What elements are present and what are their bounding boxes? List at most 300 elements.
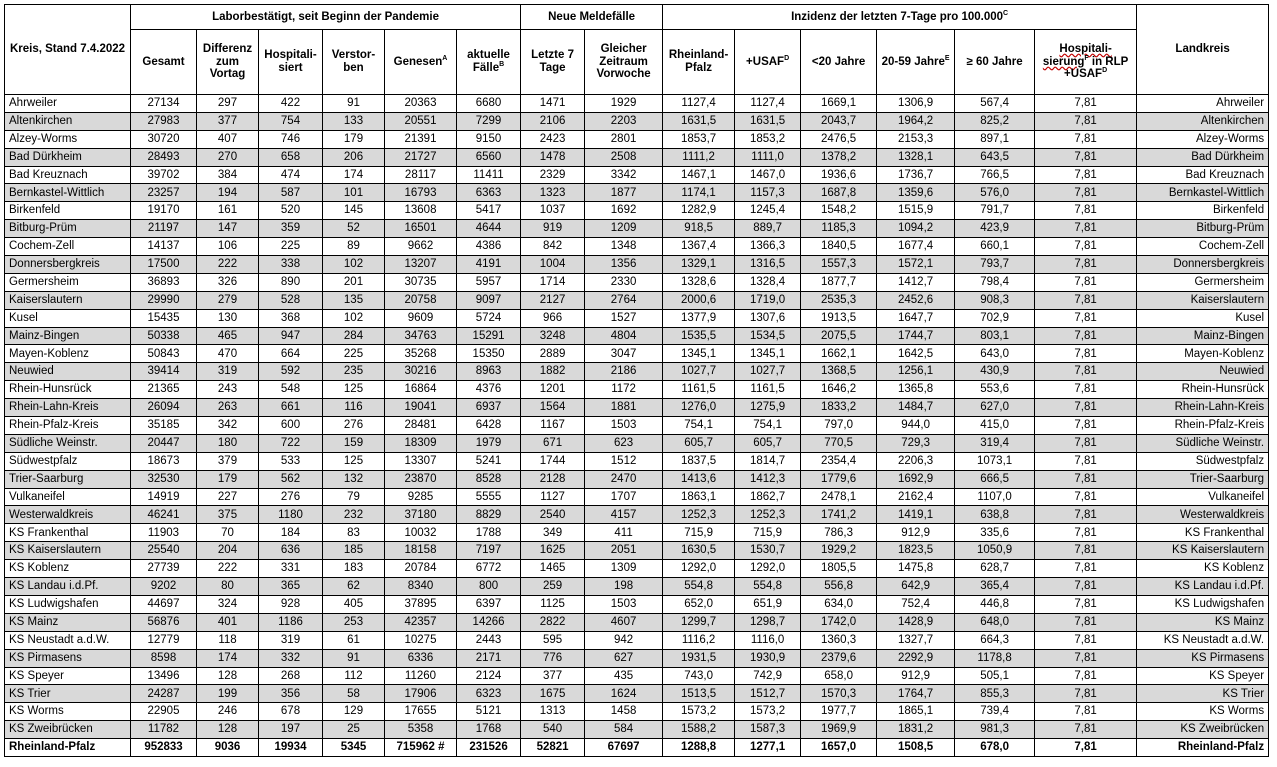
value-cell: 18309 [385, 434, 457, 452]
value-cell: 14919 [131, 488, 197, 506]
value-cell: 6363 [457, 184, 521, 202]
value-cell: 666,5 [955, 470, 1035, 488]
value-cell: 605,7 [735, 434, 801, 452]
value-cell: 1050,9 [955, 542, 1035, 560]
value-cell: 377 [521, 667, 585, 685]
value-cell: 279 [197, 291, 259, 309]
value-cell: 50338 [131, 327, 197, 345]
value-cell: 1669,1 [801, 95, 877, 113]
value-cell: 102 [323, 309, 385, 327]
value-cell: 7,81 [1035, 148, 1137, 166]
value-cell: 1788 [457, 524, 521, 542]
landkreis-cell: Südliche Weinstr. [1137, 434, 1269, 452]
value-cell: 1692,9 [877, 470, 955, 488]
value-cell: 17500 [131, 256, 197, 274]
value-cell: 540 [521, 721, 585, 739]
value-cell: 2540 [521, 506, 585, 524]
value-cell: 7,81 [1035, 273, 1137, 291]
landkreis-cell: Rhein-Hunsrück [1137, 381, 1269, 399]
landkreis-cell: Mayen-Koblenz [1137, 345, 1269, 363]
value-cell: 1979 [457, 434, 521, 452]
kreis-cell: KS Speyer [5, 667, 131, 685]
value-cell: 2051 [585, 542, 663, 560]
value-cell: 159 [323, 434, 385, 452]
value-cell: 1837,5 [663, 452, 735, 470]
header-gesamt: Gesamt [131, 30, 197, 95]
table-row [5, 434, 1269, 452]
kreis-cell: KS Worms [5, 703, 131, 721]
value-cell: 179 [323, 130, 385, 148]
value-cell: 1467,0 [735, 166, 801, 184]
value-cell: 7,81 [1035, 166, 1137, 184]
kreis-cell: Donnersbergkreis [5, 256, 131, 274]
value-cell: 1831,2 [877, 721, 955, 739]
value-cell: 270 [197, 148, 259, 166]
value-cell: 1742,0 [801, 613, 877, 631]
value-cell: 1675 [521, 685, 585, 703]
value-cell: 2470 [585, 470, 663, 488]
value-cell: 798,4 [955, 273, 1035, 291]
value-cell: 20758 [385, 291, 457, 309]
value-cell: 825,2 [955, 112, 1035, 130]
value-cell: 1419,1 [877, 506, 955, 524]
value-cell: 952833 [131, 739, 197, 757]
value-cell: 118 [197, 631, 259, 649]
value-cell: 6336 [385, 649, 457, 667]
value-cell: 4191 [457, 256, 521, 274]
value-cell: 23870 [385, 470, 457, 488]
value-cell: 1913,5 [801, 309, 877, 327]
table-row [5, 721, 1269, 739]
value-cell: 803,1 [955, 327, 1035, 345]
value-cell: 797,0 [801, 417, 877, 435]
total-row [5, 739, 1269, 757]
value-cell: 198 [585, 578, 663, 596]
kreis-cell: Birkenfeld [5, 202, 131, 220]
value-cell: 947 [259, 327, 323, 345]
table-row [5, 184, 1269, 202]
value-cell: 7,81 [1035, 238, 1137, 256]
kreis-cell: KS Frankenthal [5, 524, 131, 542]
table-row [5, 309, 1269, 327]
value-cell: 743,0 [663, 667, 735, 685]
value-cell: 61 [323, 631, 385, 649]
value-cell: 326 [197, 273, 259, 291]
value-cell: 5121 [457, 703, 521, 721]
value-cell: 7197 [457, 542, 521, 560]
value-cell: 405 [323, 595, 385, 613]
value-cell: 18158 [385, 542, 457, 560]
value-cell: 7,81 [1035, 327, 1137, 345]
value-cell: 1512,7 [735, 685, 801, 703]
value-cell: 91 [323, 649, 385, 667]
value-cell: 125 [323, 381, 385, 399]
value-cell: 9202 [131, 578, 197, 596]
value-cell: 222 [197, 256, 259, 274]
value-cell: 9150 [457, 130, 521, 148]
value-cell: 912,9 [877, 524, 955, 542]
value-cell: 1209 [585, 220, 663, 238]
value-cell: 58 [323, 685, 385, 703]
kreis-cell: KS Trier [5, 685, 131, 703]
header-group-neue-meldefaelle: Neue Meldefälle [521, 5, 663, 30]
table-row [5, 345, 1269, 363]
value-cell: 1328,4 [735, 273, 801, 291]
value-cell: 46241 [131, 506, 197, 524]
kreis-cell: KS Zweibrücken [5, 721, 131, 739]
value-cell: 7,81 [1035, 399, 1137, 417]
value-cell: 2000,6 [663, 291, 735, 309]
value-cell: 1657,0 [801, 739, 877, 757]
value-cell: 20447 [131, 434, 197, 452]
value-cell: 1467,1 [663, 166, 735, 184]
value-cell: 112 [323, 667, 385, 685]
value-cell: 116 [323, 399, 385, 417]
kreis-cell: Rhein-Hunsrück [5, 381, 131, 399]
value-cell: 411 [585, 524, 663, 542]
value-cell: 855,3 [955, 685, 1035, 703]
table-row [5, 649, 1269, 667]
landkreis-cell: KS Frankenthal [1137, 524, 1269, 542]
kreis-cell: KS Pirmasens [5, 649, 131, 667]
value-cell: 435 [585, 667, 663, 685]
value-cell: 1157,3 [735, 184, 801, 202]
table-row [5, 470, 1269, 488]
value-cell: 2535,3 [801, 291, 877, 309]
value-cell: 132 [323, 470, 385, 488]
value-cell: 7,81 [1035, 381, 1137, 399]
value-cell: 1327,7 [877, 631, 955, 649]
value-cell: 658 [259, 148, 323, 166]
value-cell: 183 [323, 560, 385, 578]
value-cell: 29990 [131, 291, 197, 309]
value-cell: 7,81 [1035, 595, 1137, 613]
value-cell: 11260 [385, 667, 457, 685]
value-cell: 627 [585, 649, 663, 667]
value-cell: 5957 [457, 273, 521, 291]
value-cell: 276 [259, 488, 323, 506]
value-cell: 35185 [131, 417, 197, 435]
header-differenz: Differenz zum Vortag [197, 30, 259, 95]
landkreis-cell: Kaiserslautern [1137, 291, 1269, 309]
value-cell: 7,81 [1035, 202, 1137, 220]
value-cell: 520 [259, 202, 323, 220]
header-kreis-stand: Kreis, Stand 7.4.2022 [5, 5, 131, 95]
value-cell: 32530 [131, 470, 197, 488]
value-cell: 1161,5 [735, 381, 801, 399]
value-cell: 2186 [585, 363, 663, 381]
value-cell: 1508,5 [877, 739, 955, 757]
value-cell: 7,81 [1035, 309, 1137, 327]
header-letzte-7-tage: Letzte 7 Tage [521, 30, 585, 95]
value-cell: 1736,7 [877, 166, 955, 184]
value-cell: 7,81 [1035, 470, 1137, 488]
landkreis-cell: KS Mainz [1137, 613, 1269, 631]
landkreis-cell: Südwestpfalz [1137, 452, 1269, 470]
value-cell: 12779 [131, 631, 197, 649]
value-cell: 2354,4 [801, 452, 877, 470]
value-cell: 627,0 [955, 399, 1035, 417]
landkreis-cell: KS Worms [1137, 703, 1269, 721]
value-cell: 35268 [385, 345, 457, 363]
value-cell: 5345 [323, 739, 385, 757]
table-row [5, 291, 1269, 309]
landkreis-cell: Bad Kreuznach [1137, 166, 1269, 184]
value-cell: 600 [259, 417, 323, 435]
kreis-cell: Bernkastel-Wittlich [5, 184, 131, 202]
value-cell: 67697 [585, 739, 663, 757]
header-unter-20: <20 Jahre [801, 30, 877, 95]
value-cell: 11903 [131, 524, 197, 542]
value-cell: 643,0 [955, 345, 1035, 363]
value-cell: 1564 [521, 399, 585, 417]
covid-rlp-table [4, 4, 1269, 757]
value-cell: 7,81 [1035, 721, 1137, 739]
header-rheinland-pfalz: Rheinland-Pfalz [663, 30, 735, 95]
value-cell: 1642,5 [877, 345, 955, 363]
value-cell: 379 [197, 452, 259, 470]
value-cell: 39702 [131, 166, 197, 184]
value-cell: 16793 [385, 184, 457, 202]
kreis-cell: Mayen-Koblenz [5, 345, 131, 363]
value-cell: 918,5 [663, 220, 735, 238]
value-cell: 184 [259, 524, 323, 542]
value-cell: 8340 [385, 578, 457, 596]
value-cell: 729,3 [877, 434, 955, 452]
value-cell: 928 [259, 595, 323, 613]
value-cell: 91 [323, 95, 385, 113]
value-cell: 3342 [585, 166, 663, 184]
kreis-cell: Bad Dürkheim [5, 148, 131, 166]
value-cell: 9097 [457, 291, 521, 309]
value-cell: 20363 [385, 95, 457, 113]
value-cell: 1662,1 [801, 345, 877, 363]
table-row [5, 613, 1269, 631]
kreis-cell: Südwestpfalz [5, 452, 131, 470]
value-cell: 4804 [585, 327, 663, 345]
value-cell: 225 [323, 345, 385, 363]
value-cell: 7,81 [1035, 112, 1137, 130]
value-cell: 21727 [385, 148, 457, 166]
header-aktuelle-faelle: aktuelle Fälle$^B$ [457, 30, 521, 95]
table-row [5, 238, 1269, 256]
value-cell: 1356 [585, 256, 663, 274]
value-cell: 1877 [585, 184, 663, 202]
value-cell: 1969,9 [801, 721, 877, 739]
value-cell: 13307 [385, 452, 457, 470]
value-cell: 660,1 [955, 238, 1035, 256]
value-cell: 1186 [259, 613, 323, 631]
value-cell: 7,81 [1035, 220, 1137, 238]
landkreis-cell: KS Ludwigshafen [1137, 595, 1269, 613]
value-cell: 567,4 [955, 95, 1035, 113]
value-cell: 11411 [457, 166, 521, 184]
value-cell: 1768 [457, 721, 521, 739]
table-row [5, 273, 1269, 291]
value-cell: 18673 [131, 452, 197, 470]
value-cell: 636 [259, 542, 323, 560]
value-cell: 1378,2 [801, 148, 877, 166]
value-cell: 194 [197, 184, 259, 202]
value-cell: 27739 [131, 560, 197, 578]
value-cell: 1345,1 [663, 345, 735, 363]
value-cell: 423,9 [955, 220, 1035, 238]
value-cell: 595 [521, 631, 585, 649]
landkreis-cell: KS Landau i.d.Pf. [1137, 578, 1269, 596]
value-cell: 1328,1 [877, 148, 955, 166]
value-cell: 174 [323, 166, 385, 184]
value-cell: 2075,5 [801, 327, 877, 345]
value-cell: 4607 [585, 613, 663, 631]
header-verstorben: Verstor-ben [323, 30, 385, 95]
landkreis-cell: Alzey-Worms [1137, 130, 1269, 148]
value-cell: 268 [259, 667, 323, 685]
value-cell: 232 [323, 506, 385, 524]
kreis-cell: KS Mainz [5, 613, 131, 631]
value-cell: 1513,5 [663, 685, 735, 703]
value-cell: 742,9 [735, 667, 801, 685]
value-cell: 1277,1 [735, 739, 801, 757]
value-cell: 3047 [585, 345, 663, 363]
value-cell: 643,5 [955, 148, 1035, 166]
value-cell: 197 [259, 721, 323, 739]
value-cell: 7,81 [1035, 506, 1137, 524]
landkreis-cell: Cochem-Zell [1137, 238, 1269, 256]
value-cell: 1185,3 [801, 220, 877, 238]
value-cell: 1530,7 [735, 542, 801, 560]
value-cell: 227 [197, 488, 259, 506]
value-cell: 2203 [585, 112, 663, 130]
kreis-cell: Trier-Saarburg [5, 470, 131, 488]
value-cell: 11782 [131, 721, 197, 739]
value-cell: 338 [259, 256, 323, 274]
kreis-cell: Vulkaneifel [5, 488, 131, 506]
value-cell: 179 [197, 470, 259, 488]
table-row [5, 452, 1269, 470]
value-cell: 16864 [385, 381, 457, 399]
value-cell: 842 [521, 238, 585, 256]
value-cell: 2330 [585, 273, 663, 291]
value-cell: 106 [197, 238, 259, 256]
value-cell: 365 [259, 578, 323, 596]
value-cell: 1624 [585, 685, 663, 703]
value-cell: 1823,5 [877, 542, 955, 560]
value-cell: 1172 [585, 381, 663, 399]
value-cell: 786,3 [801, 524, 877, 542]
value-cell: 101 [323, 184, 385, 202]
header-group-laborbestaetigt: Laborbestätigt, seit Beginn der Pandemie [131, 5, 521, 30]
value-cell: 1107,0 [955, 488, 1035, 506]
value-cell: 222 [197, 560, 259, 578]
value-cell: 7,81 [1035, 542, 1137, 560]
value-cell: 6772 [457, 560, 521, 578]
value-cell: 623 [585, 434, 663, 452]
value-cell: 2171 [457, 649, 521, 667]
value-cell: 1805,5 [801, 560, 877, 578]
value-cell: 1306,9 [877, 95, 955, 113]
value-cell: 21391 [385, 130, 457, 148]
landkreis-cell: Kusel [1137, 309, 1269, 327]
value-cell: 83 [323, 524, 385, 542]
table-row [5, 703, 1269, 721]
value-cell: 231526 [457, 739, 521, 757]
value-cell: 1275,9 [735, 399, 801, 417]
value-cell: 284 [323, 327, 385, 345]
value-cell: 5724 [457, 309, 521, 327]
value-cell: 37895 [385, 595, 457, 613]
value-cell: 1111,2 [663, 148, 735, 166]
value-cell: 7,81 [1035, 649, 1137, 667]
value-cell: 1512 [585, 452, 663, 470]
landkreis-cell: Mainz-Bingen [1137, 327, 1269, 345]
value-cell: 678,0 [955, 739, 1035, 757]
value-cell: 752,4 [877, 595, 955, 613]
value-cell: 1094,2 [877, 220, 955, 238]
kreis-cell: Westerwaldkreis [5, 506, 131, 524]
table-row [5, 112, 1269, 130]
value-cell: 1328,6 [663, 273, 735, 291]
kreis-cell: Kusel [5, 309, 131, 327]
value-cell: 1316,5 [735, 256, 801, 274]
value-cell: 584 [585, 721, 663, 739]
header-gleicher-zeitraum: Gleicher Zeitraum Vorwoche [585, 30, 663, 95]
value-cell: 16501 [385, 220, 457, 238]
table-row [5, 363, 1269, 381]
value-cell: 1360,3 [801, 631, 877, 649]
value-cell: 30720 [131, 130, 197, 148]
value-cell: 1345,1 [735, 345, 801, 363]
value-cell: 7,81 [1035, 488, 1137, 506]
value-cell: 1116,0 [735, 631, 801, 649]
landkreis-cell: Vulkaneifel [1137, 488, 1269, 506]
value-cell: 7,81 [1035, 184, 1137, 202]
value-cell: 1116,2 [663, 631, 735, 649]
value-cell: 587 [259, 184, 323, 202]
landkreis-cell: Rhein-Pfalz-Kreis [1137, 417, 1269, 435]
value-cell: 1964,2 [877, 112, 955, 130]
value-cell: 702,9 [955, 309, 1035, 327]
value-cell: 1365,8 [877, 381, 955, 399]
table-row [5, 578, 1269, 596]
value-cell: 89 [323, 238, 385, 256]
value-cell: 1535,5 [663, 327, 735, 345]
value-cell: 638,8 [955, 506, 1035, 524]
value-cell: 1313 [521, 703, 585, 721]
value-cell: 22905 [131, 703, 197, 721]
value-cell: 1478 [521, 148, 585, 166]
value-cell: 19041 [385, 399, 457, 417]
table-row [5, 202, 1269, 220]
value-cell: 1862,7 [735, 488, 801, 506]
value-cell: 1744,7 [877, 327, 955, 345]
value-cell: 9285 [385, 488, 457, 506]
value-cell: 1572,1 [877, 256, 955, 274]
value-cell: 890 [259, 273, 323, 291]
value-cell: 2292,9 [877, 649, 955, 667]
value-cell: 1557,3 [801, 256, 877, 274]
kreis-cell: Bad Kreuznach [5, 166, 131, 184]
value-cell: 319,4 [955, 434, 1035, 452]
value-cell: 7,81 [1035, 685, 1137, 703]
kreis-cell: Neuwied [5, 363, 131, 381]
table-row [5, 95, 1269, 113]
value-cell: 1465 [521, 560, 585, 578]
value-cell: 1833,2 [801, 399, 877, 417]
value-cell: 1936,6 [801, 166, 877, 184]
value-cell: 7,81 [1035, 452, 1137, 470]
value-cell: 465 [197, 327, 259, 345]
kreis-cell: Ahrweiler [5, 95, 131, 113]
